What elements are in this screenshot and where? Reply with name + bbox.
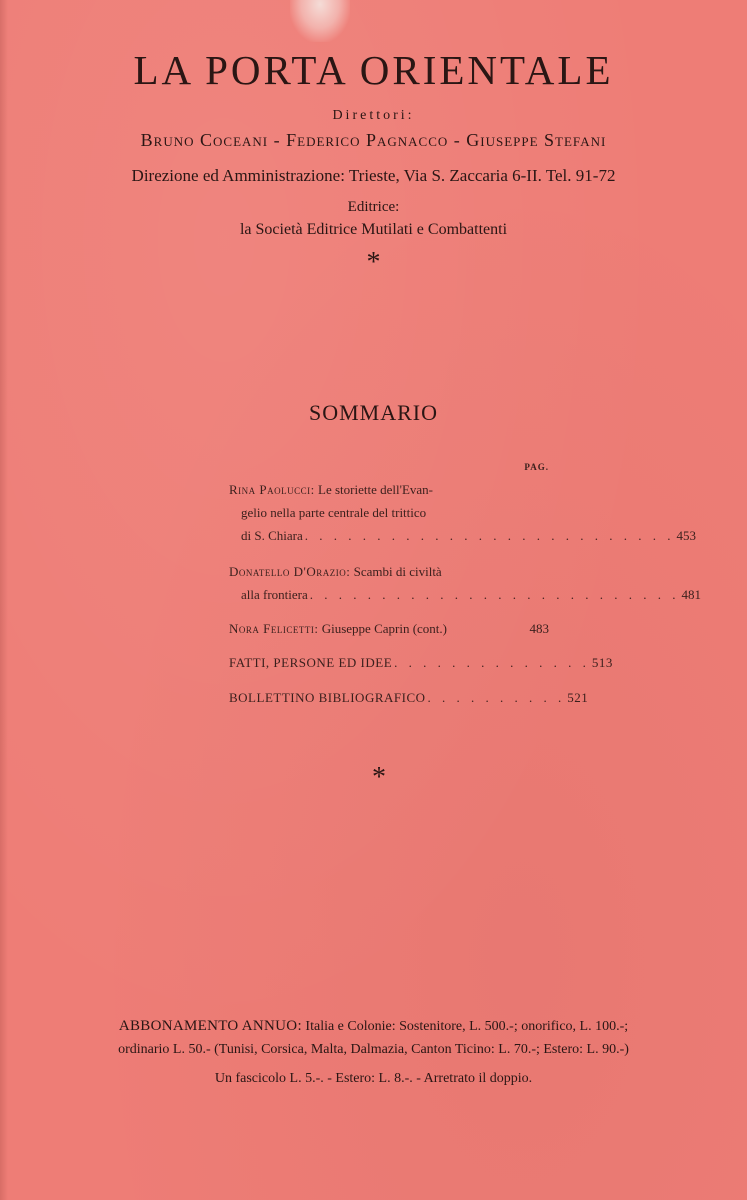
toc-title-line: di S. Chiara — [241, 528, 303, 543]
toc-entry-line — [229, 651, 613, 674]
publisher-name: la Società Editrice Mutilati e Combattenti — [239, 221, 508, 238]
toc-title-line: FATTI, PERSONE ED IDEE — [229, 655, 393, 670]
toc-author: Nora Felicetti: — [229, 621, 319, 636]
toc-entry-text — [229, 617, 447, 640]
toc-author: Rina Paolucci: — [229, 482, 315, 497]
toc-title-line: alla frontiera — [241, 587, 308, 602]
toc-entry-line — [229, 524, 696, 547]
toc-title-line: Giuseppe Caprin (cont.) — [321, 621, 447, 636]
toc-entry-line — [229, 478, 549, 501]
summary-title: SOMMARIO — [308, 400, 439, 425]
toc-page-number: 481 — [681, 587, 702, 602]
toc-entry — [229, 478, 696, 547]
asterisk-separator-middle: * — [372, 762, 386, 793]
toc-title-line: Le storiette dell'Evan- — [318, 482, 433, 497]
toc-entry-line — [229, 686, 589, 709]
toc-entry-line — [229, 560, 549, 583]
subscription-line-1 — [0, 1018, 747, 1035]
dot-leader: . . . . . . . . . . — [427, 690, 566, 705]
toc-entry — [229, 686, 589, 709]
toc-title-line: BOLLETTINO BIBLIOGRAFICO — [229, 690, 426, 705]
asterisk-separator-top: * — [366, 247, 381, 278]
toc-page-number: 521 — [567, 690, 589, 705]
subscription-label: ABBONAMENTO ANNUO: — [118, 1018, 302, 1034]
dot-leader — [447, 617, 530, 640]
publisher-label: Editrice: — [347, 199, 400, 215]
administration-address: Direzione ed Amministrazione: Trieste, Via S. Zaccaria 6-II. Tel. 91-72 — [131, 166, 616, 185]
toc-entry-line: gelio nella parte centrale del trittico — [241, 505, 427, 520]
toc-entry-line — [229, 583, 702, 606]
toc-entry-line — [229, 617, 549, 640]
magazine-title: LA PORTA ORIENTALE — [133, 47, 614, 93]
dot-leader: . . . . . . . . . . . . . . . . . . . . . . . . . . — [309, 587, 680, 602]
toc-page-number: 453 — [676, 528, 696, 543]
subscription-line-2: ordinario L. 50.- (Tunisi, Corsica, Malta, Dalmazia, Canton Ticino: L. 70.-; Estero: L. 90.-) — [118, 1042, 629, 1057]
paper-tear-mark — [290, 0, 350, 42]
directors-names: Bruno Coceani - Federico Pagnacco - Giuseppe Stefani — [140, 130, 607, 150]
toc-entry — [229, 651, 613, 674]
directors-label: Direttori: — [332, 108, 415, 123]
toc-entry — [229, 617, 549, 640]
toc-page-number: 513 — [591, 655, 613, 670]
dot-leader: . . . . . . . . . . . . . . — [394, 655, 590, 670]
toc-author: Donatello D'Orazio: — [229, 564, 351, 579]
single-issue-price: Un fascicolo L. 5.-. - Estero: L. 8.-. - Arretrato il doppio. — [214, 1071, 533, 1086]
toc-page-number: 483 — [529, 621, 549, 636]
subscription-rates: Italia e Colonie: Sostenitore, L. 500.-; onorifico, L. 100.-; — [305, 1019, 629, 1034]
toc-title-line: Scambi di civiltà — [353, 564, 442, 579]
pag-column-label: PAG. — [524, 462, 549, 472]
toc-entry — [229, 560, 702, 606]
dot-leader: . . . . . . . . . . . . . . . . . . . . . . . . . . — [304, 528, 675, 543]
